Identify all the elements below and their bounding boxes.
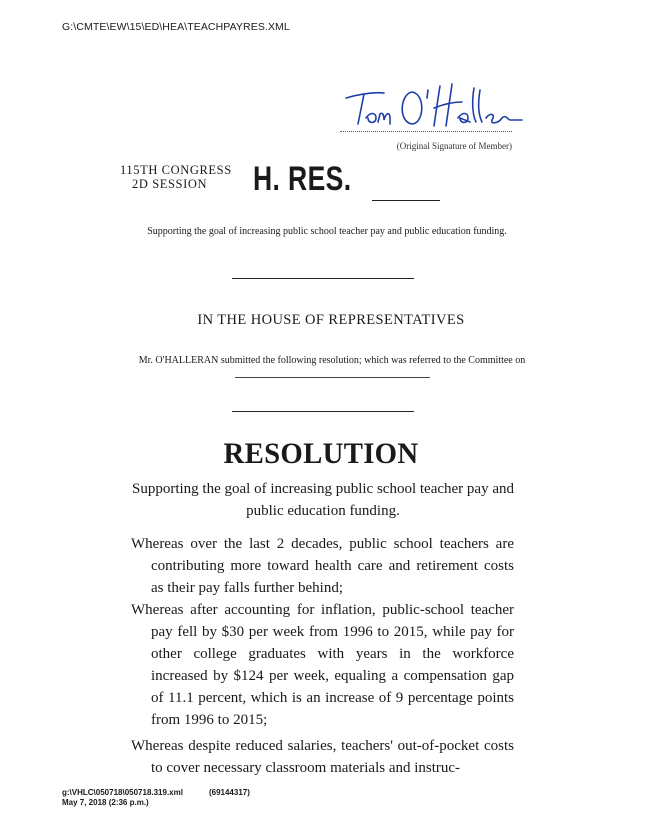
- official-title: Supporting the goal of increasing public school teacher pay and public education funding.: [132, 481, 514, 519]
- submission-statement: [125, 353, 539, 383]
- member-signature: [340, 78, 525, 134]
- file-path: G:\CMTE\EW\15\ED\HEA\TEACHPAYRES.XML: [62, 21, 290, 33]
- footer-date: May 7, 2018 (2:36 p.m.): [62, 798, 149, 807]
- chamber-heading: IN THE HOUSE OF REPRESENTATIVES: [197, 312, 465, 328]
- session-number: 2D SESSION: [132, 177, 208, 191]
- bill-type: H. RES.: [253, 160, 352, 198]
- committee-blank: [235, 368, 430, 378]
- congress-number: 115TH CONGRESS: [120, 163, 232, 177]
- submission-text: submitted the following resolution; which was referred to the Committee on: [220, 355, 526, 366]
- sponsor-name: Mr. O'HALLERAN: [138, 355, 219, 366]
- footer-path: g:\VHLC\050718\050718.319.xml: [62, 788, 183, 797]
- signature-caption: (Original Signature of Member): [396, 141, 512, 151]
- resolution-number-blank: [372, 200, 440, 201]
- divider-rule: [232, 278, 414, 279]
- whereas-clause: Whereas after accounting for inflation, public-school teacher pay fell by $30 per week from 1996 to 2015, while pay for other college graduates with years in the workforce increased by $124 per week, equaling a compensation gap of 11.1 percent, which is an increase of 9 percentage points from 1996 to 2015;: [131, 602, 514, 728]
- resolution-heading: RESOLUTION: [223, 437, 419, 470]
- signature-line: [340, 131, 512, 132]
- divider-rule: [232, 411, 414, 412]
- whereas-clause: Whereas over the last 2 decades, public school teachers are contributing more toward health care and retirement costs as their pay falls further behind;: [131, 536, 514, 596]
- short-title: Supporting the goal of increasing public school teacher pay and public education funding.: [147, 226, 507, 237]
- footer-code: (69144317): [208, 788, 250, 797]
- whereas-clause: Whereas despite reduced salaries, teachers' out-of-pocket costs to cover necessary classroom materials and instruc-: [131, 738, 514, 776]
- footer: [62, 788, 250, 808]
- congress-session: [120, 163, 232, 191]
- signature-strokes: [346, 84, 522, 126]
